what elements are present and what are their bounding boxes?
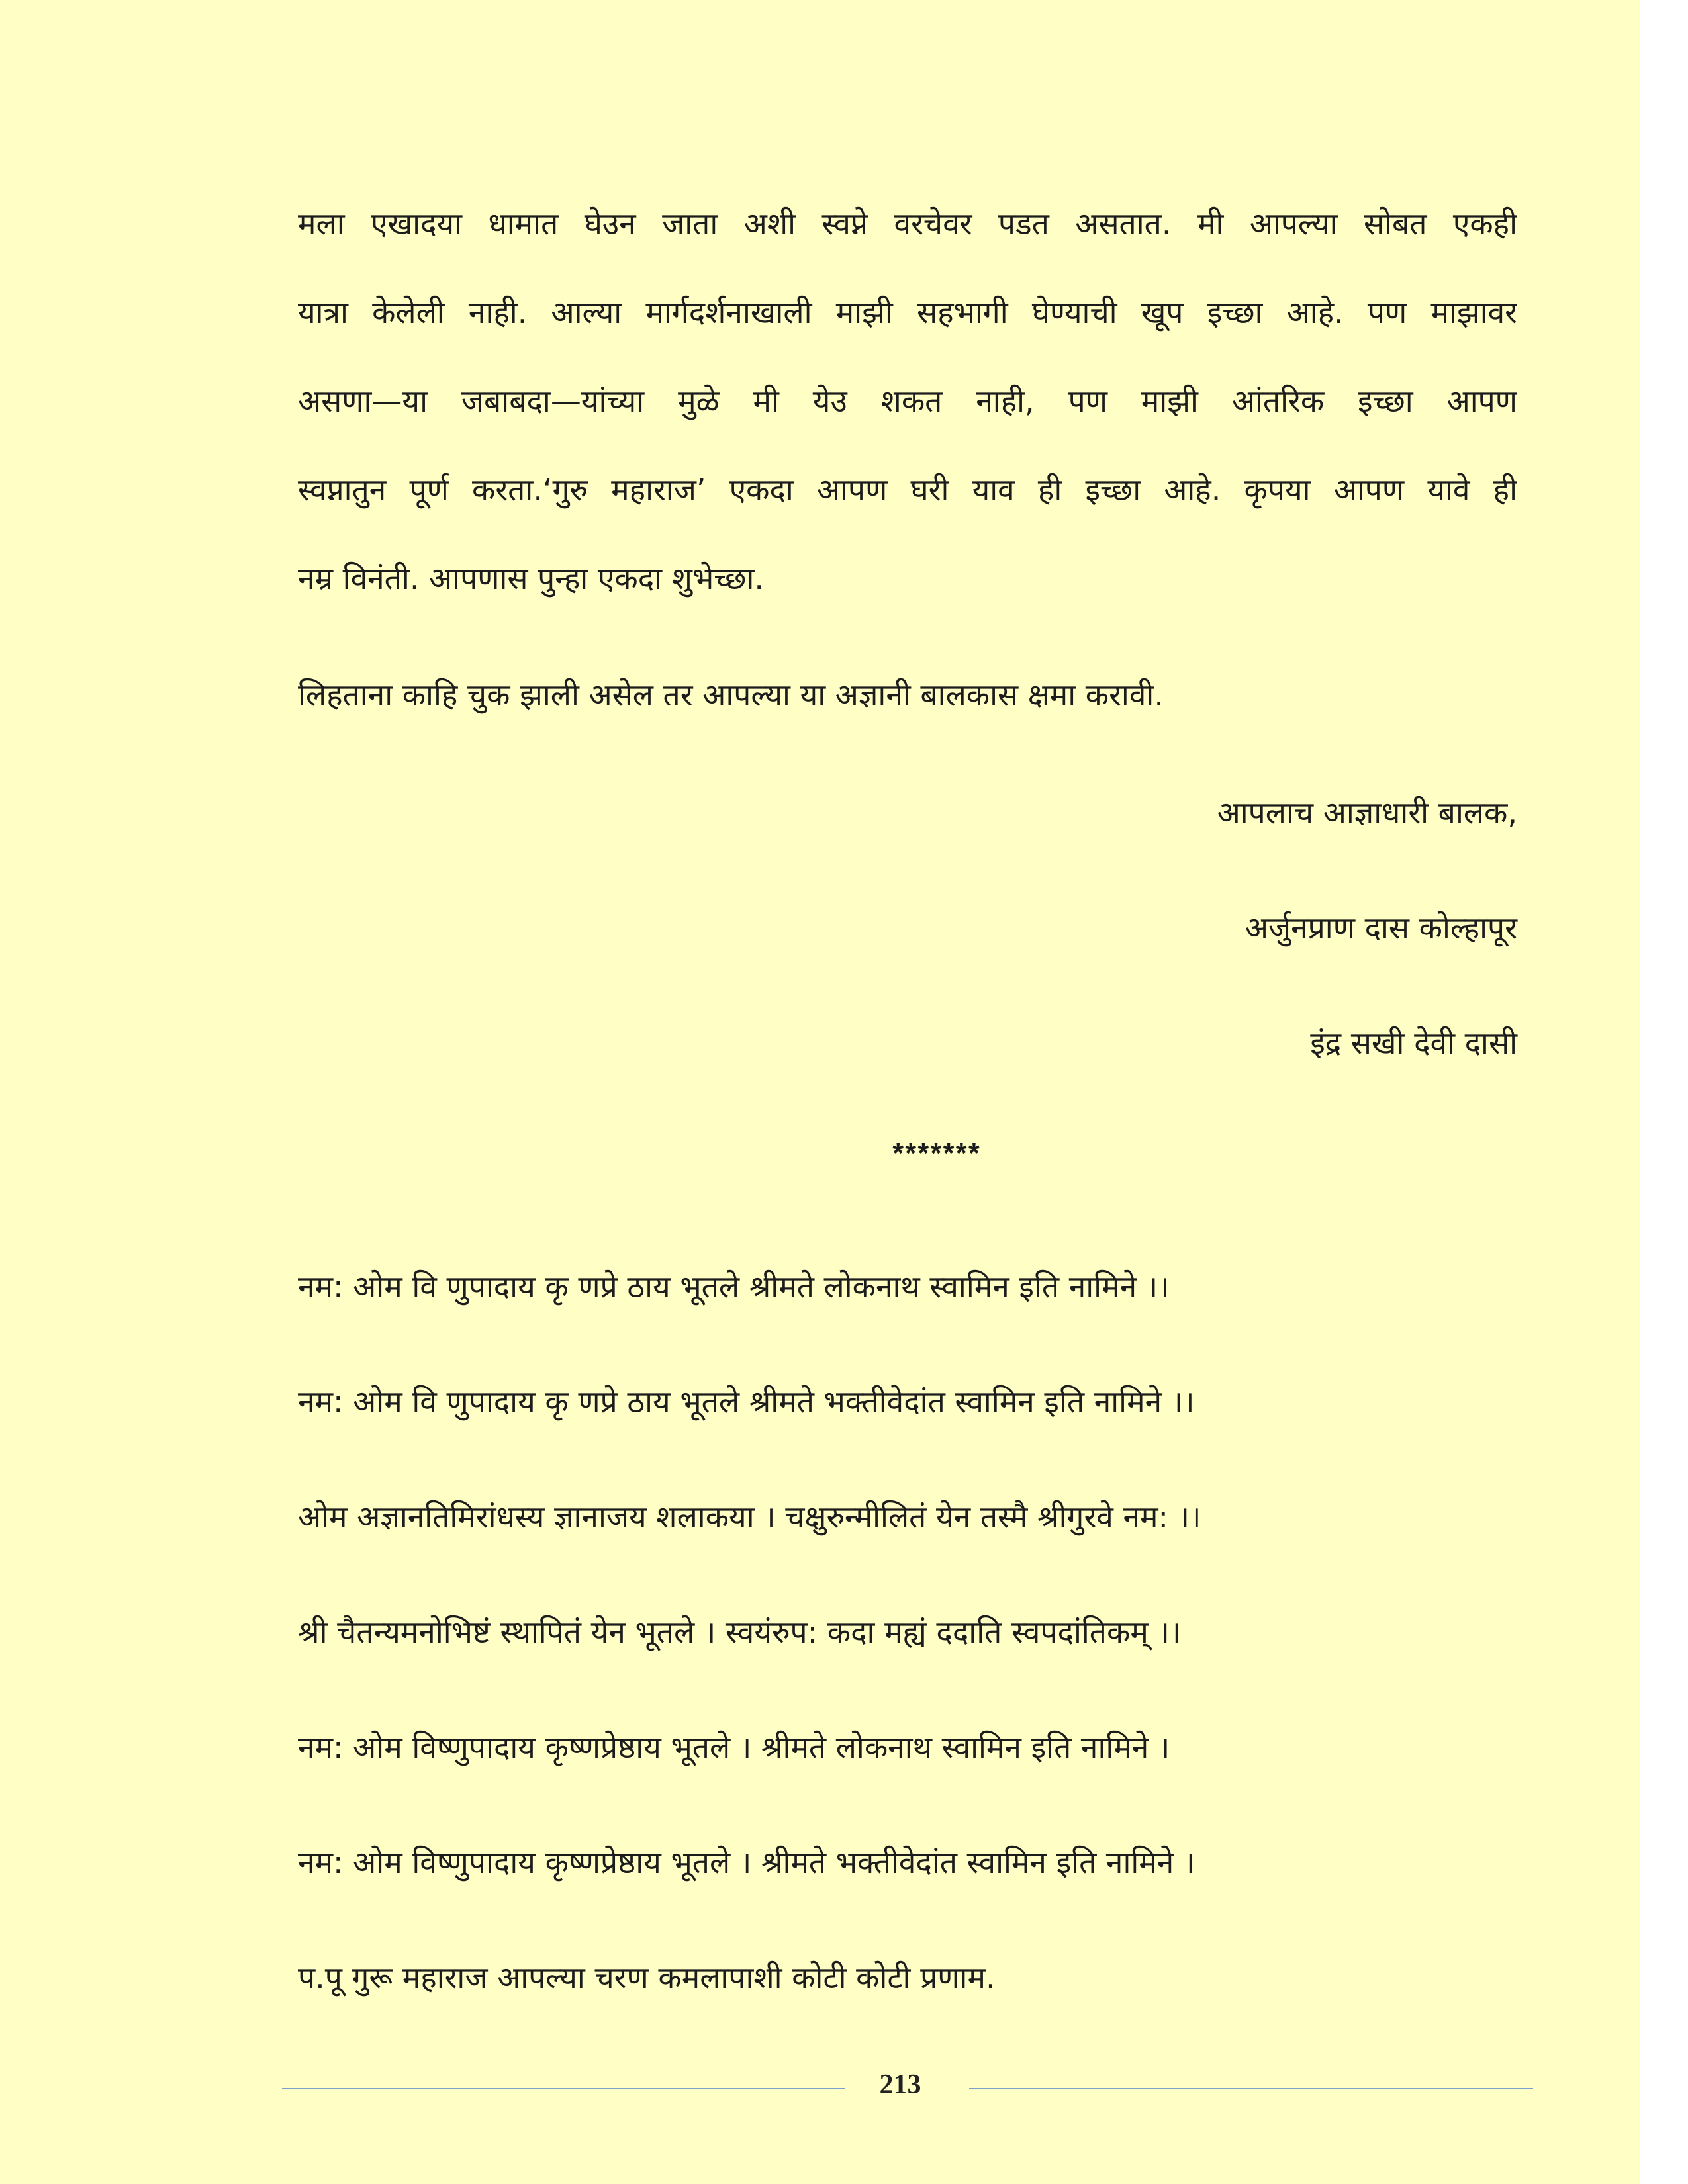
closing-salutation: प.पू गुरू महाराज आपल्या चरण कमलापाशी कोटी कोटी प्रणाम. [298,1960,996,1995]
paragraph-line: नम्र विनंती. आपणास पुन्हा एकदा शुभेच्छा. [298,561,764,596]
verse-line: नम: ओम विष्णुपादाय कृष्णप्रेष्ठाय भूतले । श्रीमते भक्तीवेदांत स्वामिन इति नामिने । [298,1844,1196,1880]
verse-line: नम: ओम वि णुपादाय कृ णप्रे ठाय भूतले श्रीमते लोकनाथ स्वामिन इति नामिने ।। [298,1269,1170,1304]
paragraph-line: असणा—या जबाबदा—यांच्या मुळे मी येउ शकत नाही, पण माझी आंतरिक इच्छा आपण [298,383,1517,419]
verse-line: ओम अज्ञानतिमिरांधस्य ज्ञानाजय शलाकया । चक्षुरुन्मीलितं येन तस्मै श्रीगुरवे नम: ।। [298,1499,1201,1535]
page-number: 213 [879,2070,921,2100]
paragraph-line: यात्रा केलेली नाही. आल्या मार्गदर्शनाखाली माझी सहभागी घेण्याची खूप इच्छा आहे. पण माझावर [298,295,1517,330]
verse-line: श्री चैतन्यमनोभिष्टं स्थापितं येन भूतले । स्वयंरुप: कदा मह्यं ददाति स्वपदांतिकम् ।। [298,1614,1182,1650]
paragraph-line: स्वप्नातुन पूर्ण करता.‘गुरु महाराज’ एकदा आपण घरी याव ही इच्छा आहे. कृपया आपण यावे ही [298,472,1517,508]
apology-line: लिहताना काहि चुक झाली असेल तर आपल्या या अज्ञानी बालकास क्षमा करावी. [298,677,1164,713]
page-margin [1640,0,1688,2184]
paragraph-line: मला एखादया धामात घेउन जाता अशी स्वप्ने वरचेवर पडत असतात. मी आपल्या सोबत एकही [298,206,1517,242]
signature-name: इंद्र सखी देवी दासी [1310,1025,1517,1061]
verse-line: नम: ओम वि णुपादाय कृ णप्रे ठाय भूतले श्रीमते भक्तीवेदांत स्वामिन इति नामिने ।। [298,1384,1195,1420]
footer-rule-right [969,2088,1533,2089]
separator: ******* [892,1137,981,1169]
footer-rule-left [282,2088,845,2089]
verse-line: नम: ओम विष्णुपादाय कृष्णप्रेष्ठाय भूतले । श्रीमते लोकनाथ स्वामिन इति नामिने । [298,1729,1170,1765]
closing-line: आपलाच आज्ञाधारी बालक, [1217,795,1517,831]
signature-name: अर्जुनप्राण दास कोल्हापूर [1244,910,1517,946]
